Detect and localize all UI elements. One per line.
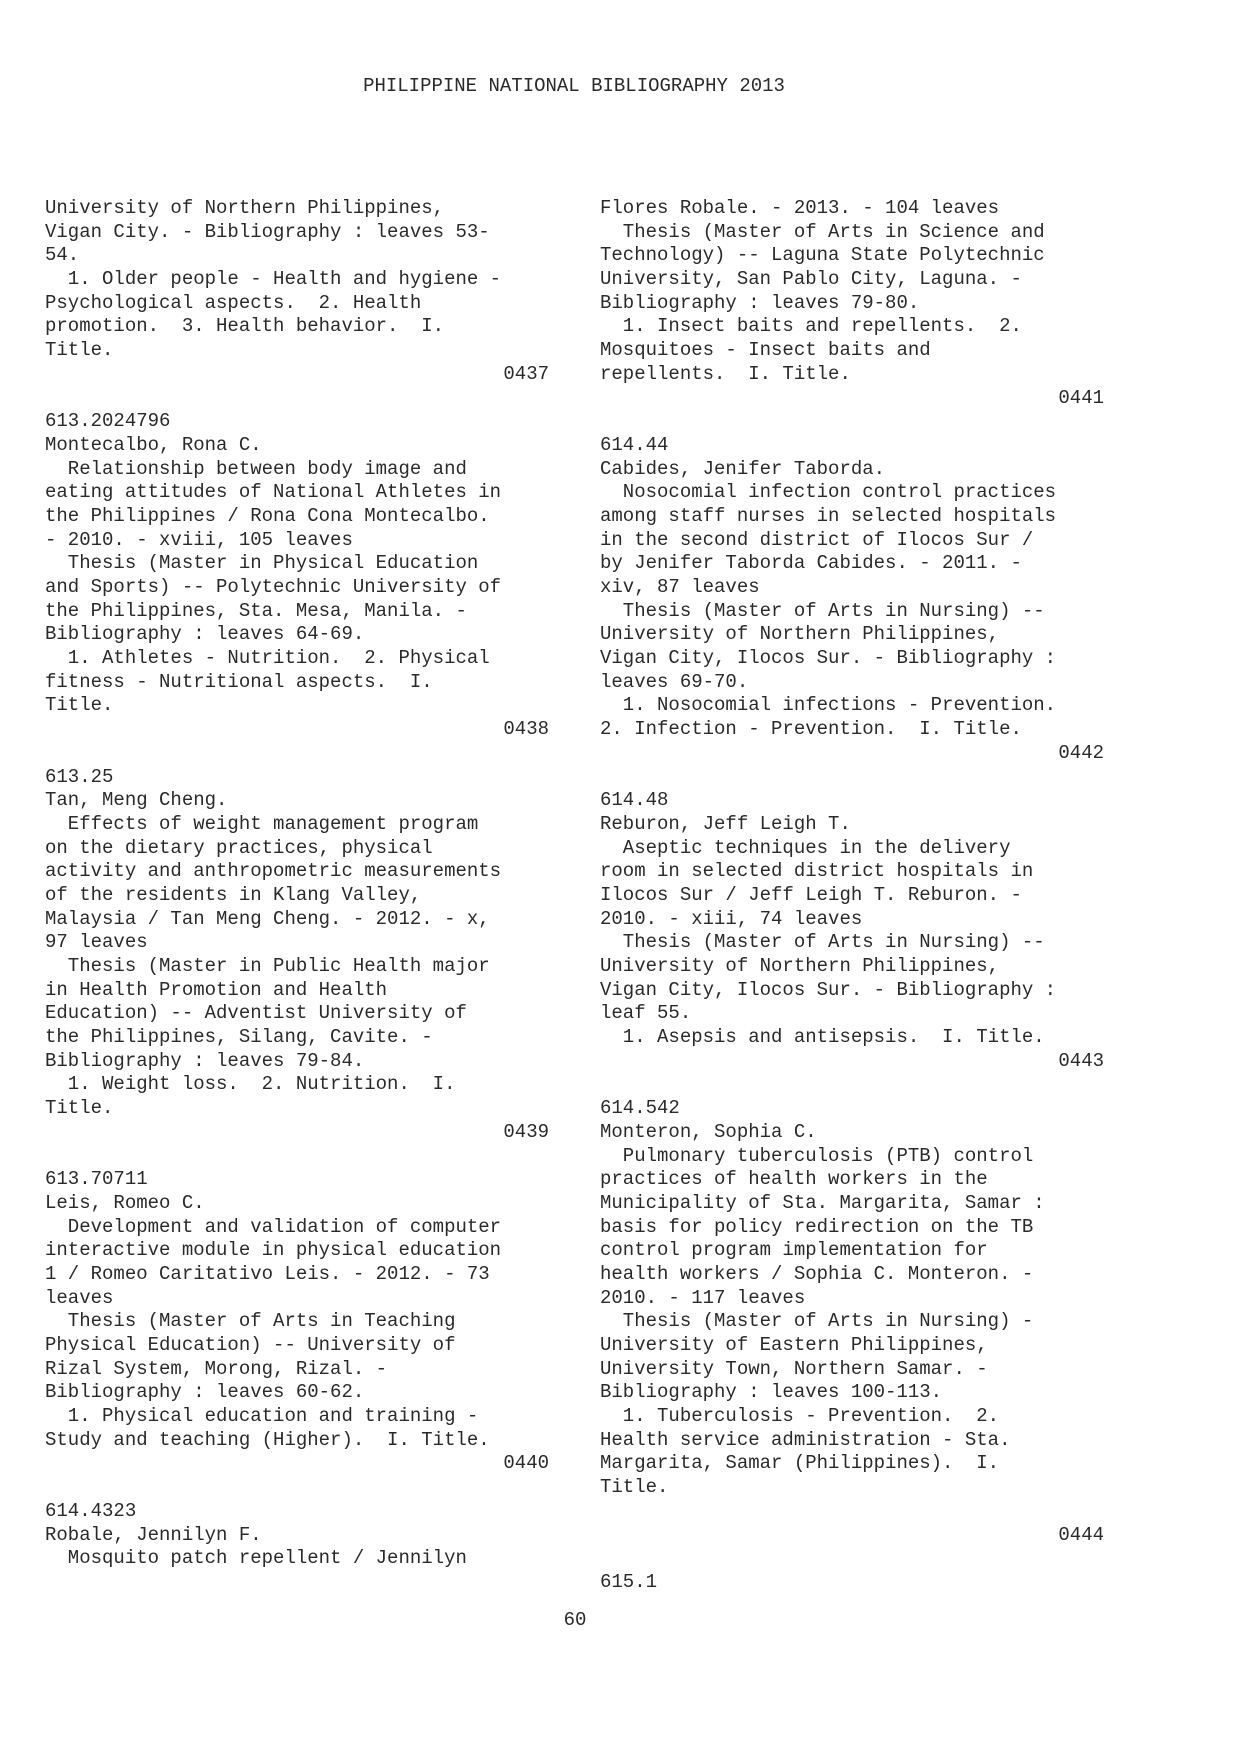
blank-line — [45, 1476, 549, 1500]
text-line: Tan, Meng Cheng. — [45, 789, 228, 812]
blank-line — [600, 766, 1104, 790]
text-line: University Town, Northern Samar. - — [600, 1357, 988, 1380]
blank-line — [600, 1073, 1104, 1097]
text-line: Psychological aspects. 2. Health — [45, 291, 422, 314]
text-line: Cabides, Jenifer Taborda. — [600, 457, 886, 480]
text-line: Reburon, Jeff Leigh T. — [600, 812, 851, 835]
entry-number: 0441 — [1058, 386, 1104, 409]
text-line: Bibliography : leaves 79-80. — [600, 291, 920, 314]
text-line: Nosocomial infection control practices — [600, 481, 1057, 504]
text-line: 97 leaves — [45, 931, 148, 954]
text-line: Robale, Jennilyn F. — [45, 1523, 262, 1546]
text-line: Study and teaching (Higher). I. Title. — [45, 1428, 490, 1451]
entry-number: 0439 — [503, 1120, 549, 1143]
text-line: Thesis (Master in Public Health major — [45, 955, 490, 977]
text-line: Malaysia / Tan Meng Cheng. - 2012. - x, — [45, 907, 490, 930]
text-line: 2. Infection - Prevention. I. Title. — [600, 718, 1022, 741]
text-line: University, San Pablo City, Laguna. - — [600, 268, 1022, 291]
text-line: 1. Insect baits and repellents. 2. — [600, 315, 1022, 338]
text-line: 613.2024796 — [45, 410, 171, 433]
text-line: xiv, 87 leaves — [600, 576, 760, 598]
text-line: basis for policy redirection on the TB — [600, 1215, 1034, 1238]
text-line: - 2010. - xviii, 105 leaves — [45, 528, 353, 551]
text-line: eating attitudes of National Athletes in — [45, 481, 502, 504]
text-line: 614.542 — [600, 1097, 680, 1120]
blank-line — [45, 742, 549, 766]
text-line: Rizal System, Morong, Rizal. - — [45, 1357, 388, 1380]
right-column — [600, 197, 1104, 1595]
text-line: interactive module in physical education — [45, 1239, 502, 1262]
text-line: 614.44 — [600, 433, 669, 456]
text-line: Thesis (Master of Arts in Nursing) - — [600, 1310, 1034, 1333]
text-line: 1. Athletes - Nutrition. 2. Physical — [45, 647, 490, 670]
page-header-title: PHILIPPINE NATIONAL BIBLIOGRAPHY 2013 — [363, 75, 785, 97]
text-line: and Sports) -- Polytechnic University of — [45, 576, 502, 598]
text-line: Effects of weight management program — [45, 812, 479, 835]
text-line: promotion. 3. Health behavior. I. — [45, 315, 445, 338]
text-line: 1. Older people - Health and hygiene - — [45, 268, 502, 291]
text-line: Thesis (Master of Arts in Nursing) -- — [600, 931, 1045, 954]
text-line: Vigan City. - Bibliography : leaves 53- — [45, 220, 490, 243]
text-line: the Philippines, Sta. Mesa, Manila. - — [45, 599, 467, 622]
text-line: University of Northern Philippines, — [600, 623, 1000, 646]
text-line: 2010. - 117 leaves — [600, 1286, 806, 1309]
text-line: 613.70711 — [45, 1168, 148, 1191]
text-line: Bibliography : leaves 100-113. — [600, 1381, 943, 1404]
text-line: Vigan City, Ilocos Sur. - Bibliography : — [600, 978, 1057, 1001]
entry-number: 0444 — [1058, 1523, 1104, 1546]
text-line: Thesis (Master of Arts in Science and — [600, 220, 1045, 243]
blank-line — [600, 1500, 1104, 1524]
text-line: 614.48 — [600, 789, 669, 812]
text-line: Health service administration - Sta. — [600, 1428, 1011, 1451]
text-line: leaves 69-70. — [600, 670, 749, 693]
text-line: Thesis (Master of Arts in Teaching — [45, 1310, 456, 1333]
text-line: practices of health workers in the — [600, 1168, 988, 1191]
text-line: Municipality of Sta. Margarita, Samar : — [600, 1191, 1045, 1214]
text-line: Title. — [45, 1097, 114, 1120]
text-line: Title. — [600, 1476, 669, 1499]
entry-number: 0442 — [1058, 741, 1104, 764]
text-line: Montecalbo, Rona C. — [45, 433, 262, 456]
text-line: in the second district of Ilocos Sur / — [600, 528, 1034, 551]
entry-number: 0438 — [503, 718, 549, 741]
text-line: Development and validation of computer — [45, 1215, 502, 1238]
entry-number: 0443 — [1058, 1049, 1104, 1072]
text-line: room in selected district hospitals in — [600, 860, 1034, 883]
text-line: 2010. - xiii, 74 leaves — [600, 907, 863, 930]
text-line: Thesis (Master in Physical Education — [45, 552, 479, 575]
text-line: Pulmonary tuberculosis (PTB) control — [600, 1144, 1034, 1167]
text-line: 1. Tuberculosis - Prevention. 2. — [600, 1405, 1000, 1428]
text-line: Mosquito patch repellent / Jennilyn — [45, 1547, 467, 1570]
text-line: Physical Education) -- University of — [45, 1334, 456, 1356]
text-line: 1. Nosocomial infections - Prevention. — [600, 694, 1057, 717]
blank-line — [45, 1145, 549, 1169]
text-line: Thesis (Master of Arts in Nursing) -- — [600, 599, 1045, 622]
text-line: repellents. I. Title. — [600, 362, 851, 385]
text-line: University of Northern Philippines, — [45, 197, 445, 219]
text-line: health workers / Sophia C. Monteron. - — [600, 1262, 1034, 1285]
text-line: among staff nurses in selected hospitals — [600, 504, 1057, 527]
entry-number: 0440 — [503, 1452, 549, 1475]
text-line: on the dietary practices, physical — [45, 836, 433, 859]
text-line: Bibliography : leaves 79-84. — [45, 1049, 365, 1072]
text-line: 614.4323 — [45, 1499, 137, 1522]
text-line: Title. — [45, 694, 114, 717]
text-line: in Health Promotion and Health — [45, 978, 388, 1001]
text-line: University of Eastern Philippines, — [600, 1334, 988, 1356]
text-line: University of Northern Philippines, — [600, 955, 1000, 977]
text-line: Bibliography : leaves 60-62. — [45, 1381, 365, 1404]
text-line: Flores Robale. - 2013. - 104 leaves — [600, 197, 1000, 219]
text-line: leaves — [45, 1286, 114, 1309]
text-line: Education) -- Adventist University of — [45, 1002, 467, 1025]
text-line: Leis, Romeo C. — [45, 1191, 205, 1214]
blank-line — [600, 1547, 1104, 1571]
text-line: the Philippines, Silang, Cavite. - — [45, 1026, 433, 1049]
text-line: 1 / Romeo Caritativo Leis. - 2012. - 73 — [45, 1262, 490, 1285]
text-line: control program implementation for — [600, 1239, 988, 1262]
text-line: Technology) -- Laguna State Polytechnic — [600, 244, 1045, 267]
text-line: of the residents in Klang Valley, — [45, 883, 422, 906]
text-line: Monteron, Sophia C. — [600, 1120, 817, 1143]
blank-line — [600, 410, 1104, 434]
text-line: 1. Physical education and training - — [45, 1405, 479, 1428]
text-line: 1. Asepsis and antisepsis. I. Title. — [600, 1026, 1045, 1049]
text-line: activity and anthropometric measurements — [45, 860, 502, 883]
text-line: Margarita, Samar (Philippines). I. — [600, 1452, 1000, 1475]
blank-line — [45, 387, 549, 411]
text-line: 1. Weight loss. 2. Nutrition. I. — [45, 1073, 456, 1096]
text-line: Relationship between body image and — [45, 457, 467, 480]
text-line: the Philippines / Rona Cona Montecalbo. — [45, 504, 490, 527]
text-line: fitness - Nutritional aspects. I. — [45, 670, 433, 693]
text-line: Vigan City, Ilocos Sur. - Bibliography : — [600, 647, 1057, 670]
text-line: 615.1 — [600, 1570, 658, 1593]
text-line: Mosquitoes - Insect baits and — [600, 339, 931, 362]
page-number: 60 — [563, 1609, 587, 1631]
text-line: Aseptic techniques in the delivery — [600, 836, 1011, 859]
text-line: 613.25 — [45, 765, 114, 788]
text-line: Ilocos Sur / Jeff Leigh T. Reburon. - — [600, 883, 1022, 906]
left-column — [45, 197, 549, 1571]
text-line: leaf 55. — [600, 1002, 692, 1025]
text-line: 54. — [45, 244, 80, 267]
text-line: Bibliography : leaves 64-69. — [45, 623, 365, 646]
text-line: by Jenifer Taborda Cabides. - 2011. - — [600, 552, 1022, 575]
text-line: Title. — [45, 339, 114, 362]
entry-number: 0437 — [503, 362, 549, 385]
